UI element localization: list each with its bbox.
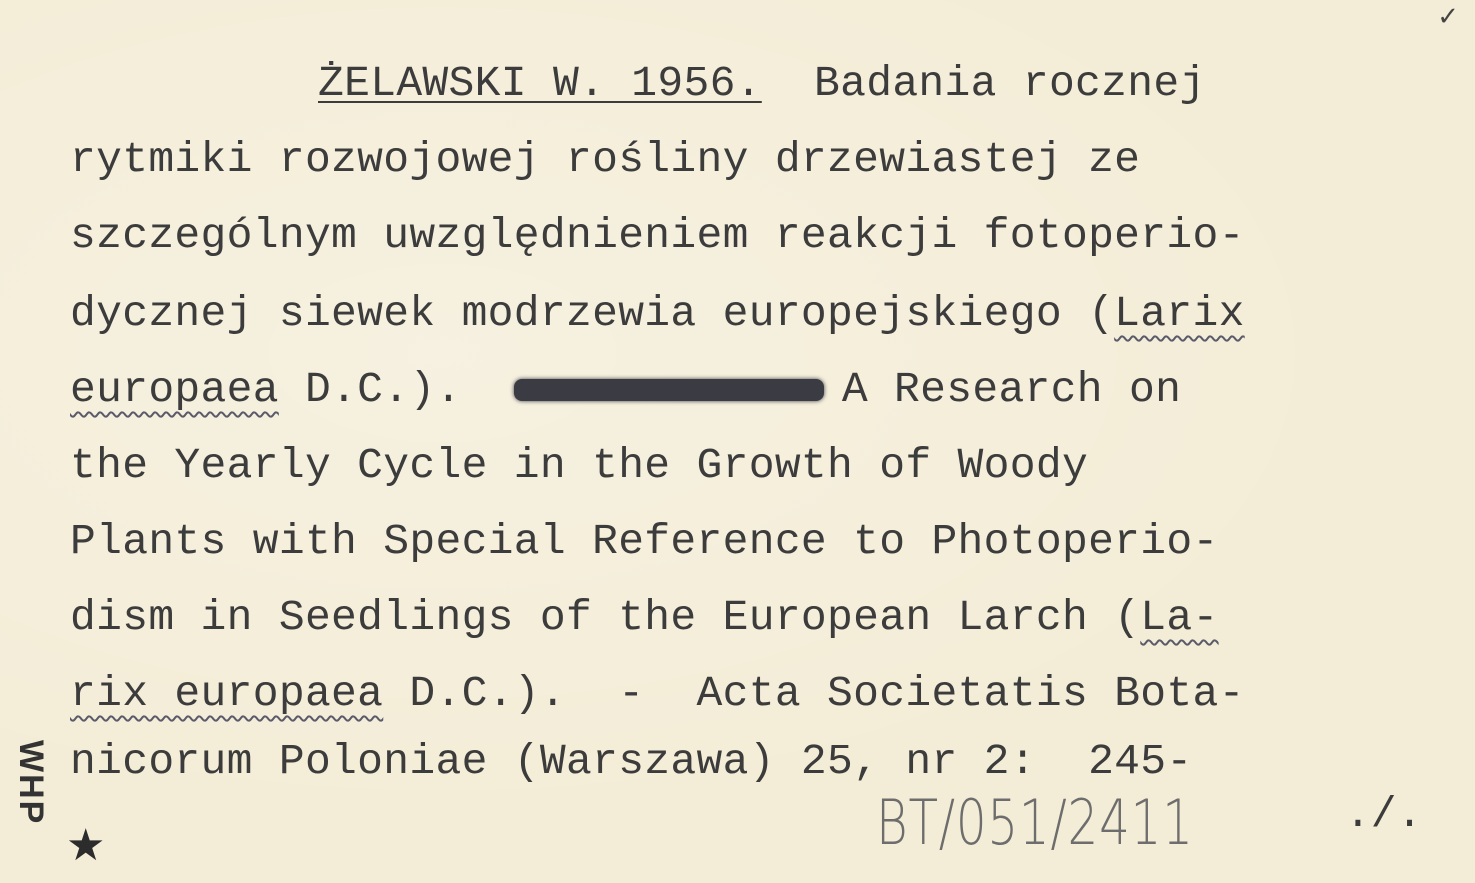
continuation-mark: ./. <box>1345 790 1423 839</box>
species-epithet: europaea <box>70 365 279 414</box>
english-title-part-4: dism in Seedlings of the European Larch ( <box>70 593 1141 642</box>
title-part-3: szczególnym uwzględnieniem reakcji fotoperio- <box>70 211 1245 260</box>
title-part-4: dycznej siewek modrzewia europejskiego ( <box>70 289 1115 338</box>
card-line-8 <box>70 592 1219 644</box>
card-line-9 <box>70 668 1245 720</box>
handwritten-reference: BT/051/2411 <box>876 786 1194 859</box>
card-line-4 <box>70 288 1245 340</box>
journal-part-2: nicorum Poloniae (Warszawa) 25, nr 2: 245- <box>70 737 1193 786</box>
card-line-10 <box>70 736 1192 788</box>
check-mark: ✓ <box>1437 2 1459 32</box>
title-part-2: rytmiki rozwojowej rośliny drzewiastej ze <box>70 135 1141 184</box>
author-year: ŻELAWSKI W. 1956. <box>318 59 762 108</box>
species-name-latin: Larix <box>1114 289 1245 338</box>
struck-out-text <box>514 379 824 401</box>
title-part-1: Badania rocznej <box>814 59 1206 108</box>
english-title-part-3: Plants with Special Reference to Photoperio- <box>70 517 1219 566</box>
card-line-2 <box>70 134 1140 186</box>
genus-species-split: rix europaea <box>70 669 384 718</box>
card-line-7 <box>70 516 1219 568</box>
card-line-6 <box>70 440 1088 492</box>
authority: D.C.). <box>304 365 462 414</box>
journal-part-1: D.C.). - Acta Societatis Bota- <box>409 669 1245 718</box>
star-icon: ★ <box>66 820 106 871</box>
genus-split: La- <box>1140 593 1219 642</box>
english-title-part-1: A Research on <box>841 365 1182 414</box>
side-code: WHP <box>12 740 50 826</box>
card-line-1 <box>318 58 1206 110</box>
card-line-3 <box>70 210 1245 262</box>
card-line-5 <box>70 364 1181 416</box>
english-title-part-2: the Yearly Cycle in the Growth of Woody <box>70 441 1089 490</box>
